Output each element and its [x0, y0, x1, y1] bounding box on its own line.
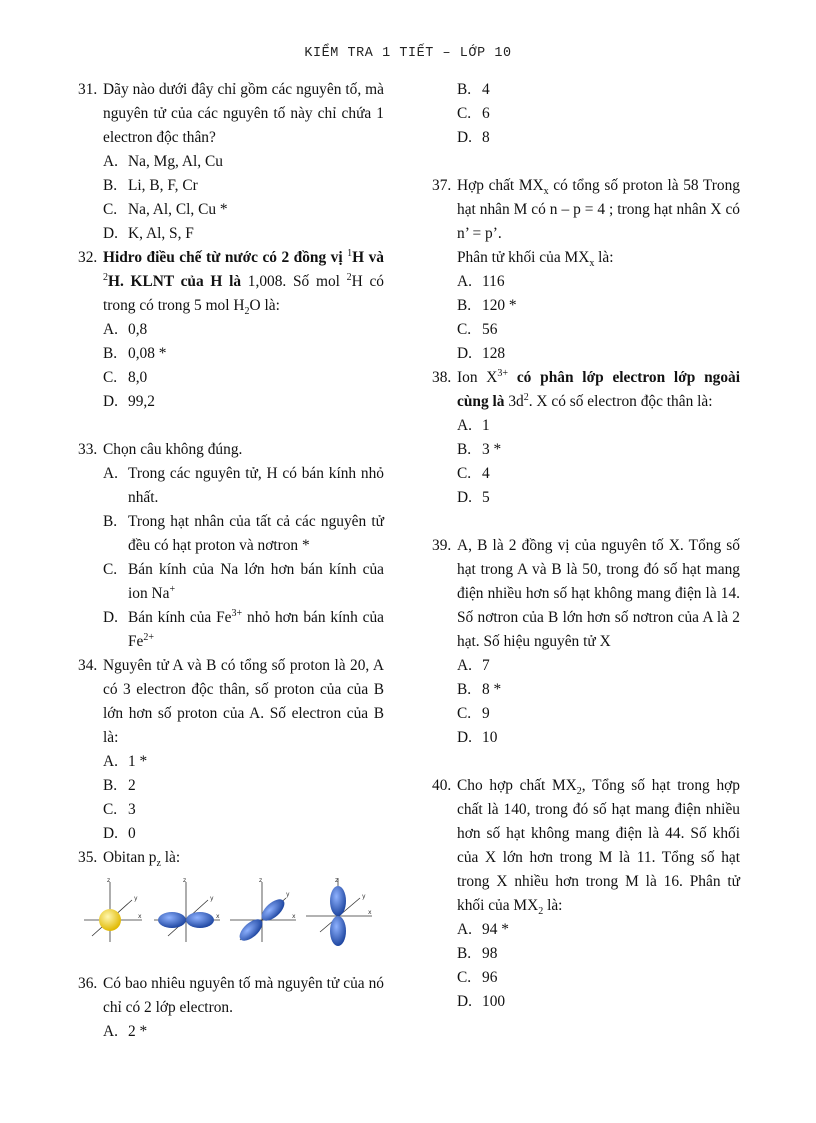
option-label: B. [103, 777, 118, 794]
option[interactable] [457, 918, 740, 942]
question-text: là: [160, 849, 181, 866]
option[interactable] [457, 270, 740, 294]
option[interactable] [103, 198, 384, 222]
option[interactable] [457, 438, 740, 462]
question-34 [78, 654, 384, 750]
option-text: 56 [482, 321, 498, 338]
option-label: D. [103, 393, 118, 410]
question-35 [78, 846, 384, 870]
question-40 [432, 774, 740, 918]
option-text: 2 * [128, 1023, 148, 1040]
question-text: A, B là 2 đồng vị của nguyên tố X. Tổng số hạt trong A và B là 50, trong đó số hạt mang điện nhiều hơn số hạt không mang điện là 14. Số nơtron của B lớn hơn số nơtron của A là 2 hạt. Số hiệu nguyên tử X [457, 537, 740, 650]
question-text: có tổng số proton là 58 Trong hạt nhân M có n – p = 4 ; trong hạt nhân X có n’ = p’. [457, 177, 741, 242]
isotope-sup: 2 [103, 271, 108, 283]
svg-text:x: x [138, 913, 142, 920]
option[interactable] [103, 822, 384, 846]
option[interactable] [103, 558, 384, 606]
option-label: B. [457, 81, 472, 98]
question-text: Có bao nhiêu nguyên tố mà nguyên tử của nó chỉ có 2 lớp electron. [103, 975, 384, 1016]
option-text: 116 [482, 273, 505, 290]
option-label: D. [103, 609, 118, 626]
q31-options [103, 150, 384, 246]
option-text: Bán kính của Na lớn hơn bán kính của ion Na [128, 561, 384, 602]
px-orbital-option[interactable] [152, 876, 222, 946]
option[interactable] [457, 462, 740, 486]
option-label: A. [103, 153, 118, 170]
question-number: 34. [78, 657, 98, 674]
option-label: D. [457, 489, 472, 506]
charge-sup: + [169, 583, 176, 595]
option[interactable] [103, 606, 384, 654]
spacer [78, 414, 384, 438]
option-text: 7 [482, 657, 490, 674]
option-text: 0,8 [128, 321, 148, 338]
option-text: 8,0 [128, 369, 148, 386]
option[interactable] [103, 774, 384, 798]
q32-text: H có trong có trong 5 mol H [103, 273, 385, 314]
option[interactable] [457, 654, 740, 678]
question-text: Ion X [457, 369, 498, 386]
option[interactable] [457, 990, 740, 1014]
option-text: 98 [482, 945, 498, 962]
option-label: A. [103, 465, 118, 482]
svg-text:z: z [259, 877, 263, 884]
option-text: 3 * [482, 441, 502, 458]
svg-text:y: y [286, 891, 290, 898]
q38-bold: có phân lớp electron lớp ngoài cùng là [457, 369, 740, 410]
svg-text:z: z [183, 877, 187, 884]
q40-options [457, 918, 740, 1014]
option-label: A. [103, 753, 118, 770]
question-text: Chọn câu không đúng. [103, 441, 243, 458]
svg-text:x: x [292, 913, 296, 920]
electron-sup: 2 [523, 391, 529, 403]
option-label: C. [457, 465, 472, 482]
option-text: Na, Al, Cl, Cu * [128, 201, 228, 218]
option-text: 8 [482, 129, 490, 146]
option[interactable] [103, 390, 384, 414]
option[interactable] [103, 150, 384, 174]
spacer [432, 510, 740, 534]
svg-text:y: y [362, 893, 366, 900]
option-text: 128 [482, 345, 506, 362]
option-text: 4 [482, 465, 490, 482]
option-label: A. [457, 921, 472, 938]
option[interactable] [457, 294, 740, 318]
option-text: 0 [128, 825, 136, 842]
svg-text:z: z [335, 877, 339, 884]
question-text: Phân tử khối của MX [457, 249, 590, 266]
formula-sub: x [589, 258, 595, 270]
formula-sub: 2 [244, 306, 250, 318]
question-text: 3d [504, 393, 524, 410]
option[interactable] [457, 966, 740, 990]
option-text: Bán kính của Fe [128, 609, 232, 626]
option[interactable] [103, 1020, 384, 1044]
option-text: 2 [128, 777, 136, 794]
option-text: Trong các nguyên tử, H có bán kính nhỏ nhất. [128, 465, 384, 506]
q33-options [103, 462, 384, 654]
question-37 [432, 174, 740, 246]
svg-text:y: y [210, 895, 214, 902]
pz-orbital-option[interactable] [304, 876, 374, 948]
py-orbital-option[interactable] [228, 876, 298, 946]
option[interactable] [457, 102, 740, 126]
question-number: 38. [432, 369, 452, 386]
option-label: C. [103, 801, 118, 818]
option[interactable] [103, 342, 384, 366]
option-label: A. [103, 321, 118, 338]
q32-text: 1,008. Số mol [241, 273, 347, 290]
question-number: 37. [432, 177, 452, 194]
question-number: 31. [78, 81, 98, 98]
option-text: 8 * [482, 681, 502, 698]
option[interactable] [457, 78, 740, 102]
option-label: B. [103, 345, 118, 362]
option-label: C. [457, 105, 472, 122]
option-text: 6 [482, 105, 490, 122]
q32-bold-2: H và [352, 249, 384, 266]
question-text: là: [543, 897, 563, 914]
option[interactable] [103, 750, 384, 774]
svg-text:x: x [368, 909, 372, 916]
option-label: B. [457, 441, 472, 458]
option-label: D. [457, 993, 472, 1010]
question-text: Dãy nào dưới đây chỉ gồm các nguyên tố, mà nguyên tử của các nguyên tố này chỉ chứa 1 electron độc thân? [103, 81, 384, 146]
svg-text:y: y [134, 895, 138, 902]
option-label: A. [103, 1023, 118, 1040]
option-text: K, Al, S, F [128, 225, 194, 242]
option[interactable] [457, 726, 740, 750]
option-label: B. [457, 297, 472, 314]
option-label: D. [103, 825, 118, 842]
option[interactable] [457, 678, 740, 702]
spacer [432, 150, 740, 174]
option-label: B. [457, 945, 472, 962]
formula-sub: 2 [538, 906, 544, 918]
option-text: 10 [482, 729, 498, 746]
question-33 [78, 438, 384, 462]
svg-text:z: z [107, 877, 111, 884]
option-text: 1 * [128, 753, 148, 770]
option-text: 3 [128, 801, 136, 818]
option-label: C. [103, 561, 118, 578]
question-number: 40. [432, 777, 452, 794]
option-text: Na, Mg, Al, Cu [128, 153, 223, 170]
spacer [78, 948, 384, 972]
charge-sup: 2+ [143, 631, 155, 643]
orbital-figures [80, 876, 384, 948]
option[interactable] [457, 126, 740, 150]
right-column [432, 78, 740, 1014]
question-32 [78, 246, 384, 318]
q32-text: O là: [249, 297, 280, 314]
formula-sub: 2 [576, 786, 582, 798]
q36-options-continued [457, 78, 740, 150]
option[interactable] [457, 342, 740, 366]
option[interactable] [457, 486, 740, 510]
question-number: 32. [78, 249, 98, 266]
question-31 [78, 78, 384, 150]
option[interactable] [457, 942, 740, 966]
question-38 [432, 366, 740, 414]
option-text: 94 * [482, 921, 509, 938]
option[interactable] [457, 318, 740, 342]
option-label: B. [103, 177, 118, 194]
svg-text:x: x [216, 913, 220, 920]
question-39 [432, 534, 740, 654]
option-label: D. [457, 129, 472, 146]
spacer [432, 750, 740, 774]
option-text: 1 [482, 417, 490, 434]
question-number: 35. [78, 849, 98, 866]
left-column [78, 78, 384, 1044]
option-label: C. [457, 705, 472, 722]
option-text: 4 [482, 81, 490, 98]
formula-sub: x [543, 186, 549, 198]
option-text: 100 [482, 993, 506, 1010]
option[interactable] [103, 318, 384, 342]
option-text: 5 [482, 489, 490, 506]
question-text: là: [594, 249, 614, 266]
charge-sup: 3+ [497, 367, 509, 379]
option[interactable] [103, 222, 384, 246]
option-label: B. [103, 513, 118, 530]
option-text: 99,2 [128, 393, 155, 410]
q34-options [103, 750, 384, 846]
option-label: C. [457, 321, 472, 338]
option[interactable] [103, 462, 384, 510]
q39-options [457, 654, 740, 750]
option[interactable] [103, 798, 384, 822]
option[interactable] [103, 510, 384, 558]
question-number: 36. [78, 975, 98, 992]
isotope-sup: 2 [346, 271, 352, 283]
question-37-line2 [432, 246, 740, 270]
option[interactable] [103, 366, 384, 390]
question-text: Cho hợp chất MX [457, 777, 577, 794]
option-label: A. [457, 657, 472, 674]
question-number: 33. [78, 441, 98, 458]
question-36 [78, 972, 384, 1020]
q32-bold-3: H. KLNT của H là [108, 273, 242, 290]
option-text: Li, B, F, Cr [128, 177, 198, 194]
option-label: B. [457, 681, 472, 698]
question-text: Hợp chất MX [457, 177, 544, 194]
q32-options [103, 318, 384, 414]
option-text: Trong hạt nhân của tất cả các nguyên tử đều có hạt proton và nơtron * [128, 513, 384, 554]
question-number: 39. [432, 537, 452, 554]
orbital-sub: z [156, 858, 161, 870]
charge-sup: 3+ [231, 607, 243, 619]
q37-options [457, 270, 740, 366]
s-orbital-option[interactable] [80, 876, 146, 946]
option[interactable] [457, 702, 740, 726]
q36-options [103, 1020, 384, 1044]
option-label: D. [103, 225, 118, 242]
option[interactable] [103, 174, 384, 198]
question-text: . X có số electron độc thân là: [528, 393, 713, 410]
isotope-sup: 1 [347, 247, 353, 259]
question-text: , Tổng số hạt trong hợp chất là 140, trong đó số hạt mang điện nhiều hơn số hạt không mang điện là 44. Số khối của X lớn hơn trong M là 11. Tổng số hạt trong X nhiều hơn trong M là 16. Phân tử khối của MX [457, 777, 740, 914]
option-label: C. [103, 369, 118, 386]
option-text: 0,08 * [128, 345, 167, 362]
option-label: A. [457, 273, 472, 290]
question-text: Nguyên tử A và B có tổng số proton là 20, A có 3 electron độc thân, số proton của của B lớn hơn số proton của A. Số electron của B là: [103, 657, 384, 746]
option-text: nhỏ hơn bán kính của Fe [128, 609, 385, 650]
option[interactable] [457, 414, 740, 438]
page-header: KIỂM TRA 1 TIẾT – LỚP 10 [304, 46, 512, 61]
option-text: 9 [482, 705, 490, 722]
option-label: D. [457, 729, 472, 746]
q32-bold-1: Hidro điều chế từ nước có 2 đồng vị [103, 249, 348, 266]
option-label: A. [457, 417, 472, 434]
q38-options [457, 414, 740, 510]
option-label: D. [457, 345, 472, 362]
question-text: Obitan p [103, 849, 157, 866]
option-label: C. [457, 969, 472, 986]
option-label: C. [103, 201, 118, 218]
option-text: 96 [482, 969, 498, 986]
option-text: 120 * [482, 297, 517, 314]
